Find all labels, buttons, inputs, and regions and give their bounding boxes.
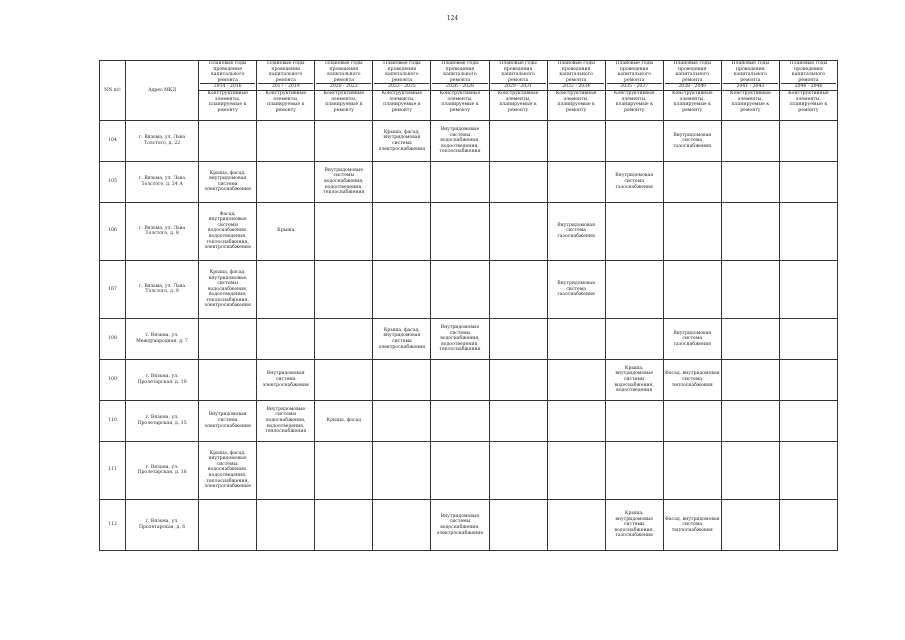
period-years: 2023 - 2025 [374, 83, 429, 90]
repair-elements-cell [721, 499, 779, 550]
repair-elements-cell [547, 499, 605, 550]
period-header [547, 61, 605, 91]
repair-elements-cell [489, 121, 547, 162]
row-address: г. Вязьма, ул. Пролетарская, д. 15 [126, 400, 199, 441]
period-title: Плановые годы проведения капитального ремонта [615, 61, 653, 83]
repair-elements-cell [431, 359, 489, 400]
repair-elements-cell [489, 319, 547, 360]
repair-elements-cell: Крыша [257, 202, 315, 260]
repair-elements-cell [721, 260, 779, 318]
table-row [100, 260, 838, 318]
row-number: 110 [100, 400, 126, 441]
period-header [373, 61, 431, 91]
repair-elements-cell [721, 121, 779, 162]
repair-elements-cell: Фасад, внутридомовая система теплоснабжения [663, 499, 721, 550]
period-years: 2014 - 2016 [200, 83, 255, 90]
repair-elements-cell: Крыша, внутридомовые системы водоснабжения, газоснабжения [605, 499, 663, 550]
table-row [100, 202, 838, 260]
repair-elements-cell [779, 441, 837, 499]
table-row [100, 441, 838, 499]
repair-elements-cell [315, 202, 373, 260]
repair-elements-cell [547, 359, 605, 400]
repair-elements-cell [257, 161, 315, 202]
repair-elements-cell: Крыша, фасад, внутридомовая система электроснабжения [373, 121, 431, 162]
repair-elements-cell: Внутридомовые системы водоснабжения, электроснабжения [431, 499, 489, 550]
repair-elements-cell [605, 319, 663, 360]
repair-elements-cell: Крыша, фасад, внутридомовая система электроснабжения [199, 161, 257, 202]
elements-header: Конструктивные элементы, планируемые к ремонту [721, 91, 779, 121]
period-header [663, 61, 721, 91]
repair-elements-cell [199, 499, 257, 550]
repair-elements-cell [373, 400, 431, 441]
repair-elements-cell [721, 319, 779, 360]
repair-elements-cell [547, 161, 605, 202]
period-years: 2035 - 2037 [607, 83, 662, 90]
repair-elements-cell: Внутридомовые системы водоснабжения, водоотведения, теплоснабжения [431, 121, 489, 162]
row-number: 107 [100, 260, 126, 318]
period-years: 2017 - 2019 [258, 83, 313, 90]
period-years: 2041 - 2043 [723, 83, 778, 90]
repair-elements-cell [431, 400, 489, 441]
repair-elements-cell [721, 441, 779, 499]
repair-elements-cell: Крыша, фасад [315, 400, 373, 441]
row-address: г. Вязьма, ул. Льва Толстого, д. 24 А [126, 161, 199, 202]
repair-elements-cell [489, 400, 547, 441]
repair-elements-cell [431, 161, 489, 202]
repair-elements-cell [315, 260, 373, 318]
period-header [257, 61, 315, 91]
repair-elements-cell [257, 260, 315, 318]
repair-elements-cell [199, 319, 257, 360]
row-number: 105 [100, 161, 126, 202]
table-row [100, 319, 838, 360]
table-row [100, 121, 838, 162]
repair-elements-cell [489, 359, 547, 400]
elements-header: Конструктивные элементы, планируемые к ремонту [199, 91, 257, 121]
elements-header: Конструктивные элементы, планируемые к ремонту [257, 91, 315, 121]
elements-header: Конструктивные элементы, планируемые к ремонту [605, 91, 663, 121]
repair-elements-cell: Внутридомовая система газоснабжения [547, 202, 605, 260]
repair-elements-cell [779, 359, 837, 400]
repair-elements-cell: Крыша, фасад, внутридомовые системы водоснабжения, водоотведения, теплоснабжения, электроснабжения [199, 260, 257, 318]
repair-elements-cell: Внутридомовые системы водоснабжения, водоотведения, теплоснабжения [431, 319, 489, 360]
repair-elements-cell: Фасад, внутридомовые системы водоснабжения, водоотведения, теплоснабжения, электроснабжения [199, 202, 257, 260]
repair-elements-cell [663, 161, 721, 202]
period-title: Плановые годы проведения капитального ремонта [383, 61, 421, 83]
elements-header: Конструктивные элементы, планируемые к ремонту [779, 91, 837, 121]
elements-header: Конструктивные элементы, планируемые к ремонту [431, 91, 489, 121]
period-header [779, 61, 837, 91]
repair-elements-cell [721, 359, 779, 400]
period-header [721, 61, 779, 91]
repair-elements-cell [373, 441, 431, 499]
repair-elements-cell: Крыша, фасад, внутридомовые системы: водоснабжения, водоотведения, теплоснабжения, электроснабжения [199, 441, 257, 499]
period-title: Плановые годы проведения капитального ремонта [731, 61, 770, 83]
repair-elements-cell [315, 359, 373, 400]
repair-elements-cell [489, 202, 547, 260]
repair-elements-cell [431, 441, 489, 499]
elements-header: Конструктивные элементы, планируемые к ремонту [373, 91, 431, 121]
period-title: Плановые годы проведения капитального ремонта [499, 61, 537, 83]
repair-elements-cell [721, 161, 779, 202]
row-address: г. Вязьма, ул. Международная, д. 7 [126, 319, 199, 360]
table-row [100, 161, 838, 202]
period-years: 2020 - 2022 [316, 83, 371, 90]
row-number: 108 [100, 319, 126, 360]
repair-elements-cell: Внутридомовая система газоснабжения [547, 260, 605, 318]
repair-elements-cell [257, 121, 315, 162]
period-title: Плановые годы проведения капитального ремонта [441, 61, 479, 83]
elements-header: Конструктивные элементы, планируемые к ремонту [663, 91, 721, 121]
period-title: Плановые годы проведения капитального ремонта [208, 61, 247, 83]
period-title: Плановые годы проведения капитального ремонта [557, 61, 595, 83]
column-header-address: Адрес МКД [126, 61, 199, 121]
repair-elements-cell [489, 161, 547, 202]
row-address: г. Вязьма, ул. Льва Толстого, д. 22 [126, 121, 199, 162]
row-address: г. Вязьма, ул. Пролетарская, д. 6 [126, 499, 199, 550]
repair-elements-cell [605, 441, 663, 499]
repair-elements-cell [779, 400, 837, 441]
repair-elements-cell: Внутридомовые системы водоснабжения, водоотведения, теплоснабжения [315, 161, 373, 202]
repair-elements-cell [605, 121, 663, 162]
repair-elements-cell [779, 161, 837, 202]
repair-elements-cell [779, 202, 837, 260]
repair-elements-cell [663, 202, 721, 260]
repair-elements-cell [663, 260, 721, 318]
period-title: Плановые годы проведения капитального ремонта [266, 61, 305, 83]
repair-elements-cell [779, 260, 837, 318]
repair-elements-cell [721, 400, 779, 441]
capital-repair-plan-table [99, 60, 838, 551]
period-header [431, 61, 489, 91]
repair-elements-cell [199, 359, 257, 400]
repair-elements-cell [315, 121, 373, 162]
repair-elements-cell: Внутридомовые системы водоснабжения, водоотведения, теплоснабжения [257, 400, 315, 441]
period-header [489, 61, 547, 91]
period-years: 2044 - 2046 [781, 83, 836, 90]
repair-elements-cell [605, 400, 663, 441]
repair-elements-cell [315, 499, 373, 550]
table-row [100, 400, 838, 441]
table-row [100, 499, 838, 550]
row-number: 104 [100, 121, 126, 162]
repair-elements-cell [373, 161, 431, 202]
repair-elements-cell [373, 499, 431, 550]
period-header [199, 61, 257, 91]
elements-header: Конструктивные элементы, планируемые к ремонту [315, 91, 373, 121]
repair-elements-cell [779, 121, 837, 162]
repair-elements-cell [547, 441, 605, 499]
repair-elements-cell [431, 260, 489, 318]
row-number: 112 [100, 499, 126, 550]
row-address: г. Вязьма, ул. Пролетарская, д. 16 [126, 441, 199, 499]
repair-elements-cell [431, 202, 489, 260]
elements-header: Конструктивные элементы, планируемые к ремонту [547, 91, 605, 121]
row-address: г. Вязьма, ул. Льва Толстого, д. 9 [126, 260, 199, 318]
period-years: 2029 - 2031 [491, 83, 546, 90]
repair-elements-cell [373, 202, 431, 260]
repair-elements-cell [257, 499, 315, 550]
repair-elements-cell: Крыша, внутридомовые системы водоснабжения, водоотведения [605, 359, 663, 400]
repair-elements-cell [257, 441, 315, 499]
period-title: Плановые годы проведения капитального ремонта [325, 61, 363, 83]
repair-elements-cell [547, 400, 605, 441]
row-address: г. Вязьма, ул. Льва Толстого, д. 8 [126, 202, 199, 260]
repair-elements-cell [315, 441, 373, 499]
column-header-no: NN п/с [100, 61, 126, 121]
period-years: 2038 - 2040 [665, 83, 720, 90]
repair-elements-cell [605, 202, 663, 260]
repair-elements-cell [547, 121, 605, 162]
repair-elements-cell: Фасад, внутридомовая система теплоснабжения [663, 359, 721, 400]
period-header [315, 61, 373, 91]
repair-elements-cell [547, 319, 605, 360]
repair-elements-cell [489, 499, 547, 550]
table-row [100, 359, 838, 400]
repair-elements-cell [315, 319, 373, 360]
repair-elements-cell [489, 441, 547, 499]
repair-elements-cell [373, 359, 431, 400]
repair-elements-cell [779, 499, 837, 550]
repair-elements-cell [663, 441, 721, 499]
repair-elements-cell: Внутридомовая система электроснабжения [257, 359, 315, 400]
repair-elements-cell: Крыша, фасад, внутридомовая система электроснабжения [373, 319, 431, 360]
period-years: 2032 - 2034 [549, 83, 604, 90]
repair-elements-cell [489, 260, 547, 318]
repair-elements-cell: Внутридомовая система газоснабжения [663, 319, 721, 360]
repair-elements-cell [373, 260, 431, 318]
period-years: 2026 - 2028 [432, 83, 487, 90]
period-title: Плановые годы проведения капитального ремонта [673, 61, 712, 83]
row-number: 109 [100, 359, 126, 400]
repair-elements-cell: Внутридомовая система газоснабжения [663, 121, 721, 162]
elements-header: Конструктивные элементы, планируемые к ремонту [489, 91, 547, 121]
repair-elements-cell [779, 319, 837, 360]
period-header [605, 61, 663, 91]
repair-elements-cell [721, 202, 779, 260]
row-number: 106 [100, 202, 126, 260]
repair-elements-cell [257, 319, 315, 360]
repair-elements-cell [663, 400, 721, 441]
period-title: Плановые годы проведения капитального ремонта [789, 61, 828, 83]
page-number: 124 [446, 15, 459, 22]
repair-elements-cell: Внутридомовая система газоснабжения [605, 161, 663, 202]
row-address: г. Вязьма, ул. Пролетарская, д. 10 [126, 359, 199, 400]
row-number: 111 [100, 441, 126, 499]
repair-elements-cell: Внутридомовая система электроснабжения [199, 400, 257, 441]
repair-elements-cell [605, 260, 663, 318]
repair-elements-cell [199, 121, 257, 162]
